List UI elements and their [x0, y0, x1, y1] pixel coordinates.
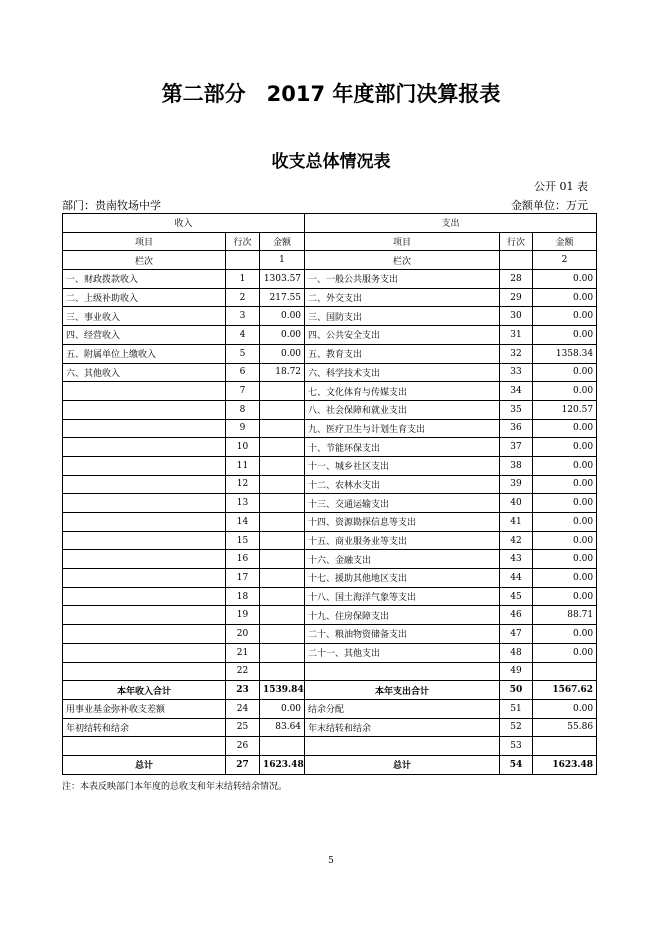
table-row	[63, 400, 597, 419]
income-item	[63, 438, 226, 457]
income-item: 三、事业收入	[63, 307, 226, 326]
expense-amount: 0.00	[533, 288, 597, 307]
table-row	[63, 643, 597, 662]
income-amount	[260, 587, 305, 606]
income-amount: 18.72	[260, 363, 305, 382]
income-amount	[260, 419, 305, 438]
income-row-no: 23	[226, 681, 260, 700]
income-amount: 1303.57	[260, 270, 305, 289]
expense-row-no: 50	[500, 681, 533, 700]
expense-amount: 0.00	[533, 494, 597, 513]
income-amount: 0.00	[260, 307, 305, 326]
income-amount: 1623.48	[260, 755, 305, 774]
expense-row-no: 48	[500, 643, 533, 662]
table-row	[63, 662, 597, 681]
expense-row-no: 46	[500, 606, 533, 625]
col-header-amount: 金额	[260, 232, 305, 251]
income-row-no: 11	[226, 456, 260, 475]
table-row	[63, 699, 597, 718]
expense-item: 总计	[305, 755, 500, 774]
expense-row-no: 40	[500, 494, 533, 513]
income-item	[63, 662, 226, 681]
income-amount	[260, 606, 305, 625]
income-amount	[260, 625, 305, 644]
income-item: 四、经营收入	[63, 326, 226, 345]
income-item	[63, 456, 226, 475]
income-row-no: 18	[226, 587, 260, 606]
expense-row-no: 53	[500, 737, 533, 756]
income-row-no: 25	[226, 718, 260, 737]
income-item: 年初结转和结余	[63, 718, 226, 737]
table-row	[63, 531, 597, 550]
expense-item: 九、医疗卫生与计划生育支出	[305, 419, 500, 438]
expense-amount: 88.71	[533, 606, 597, 625]
income-amount: 0.00	[260, 699, 305, 718]
column-number-label: 栏次	[305, 251, 500, 270]
expense-amount: 1623.48	[533, 755, 597, 774]
page-title: 第二部分 2017 年度部门决算报表	[161, 82, 501, 106]
table-row	[63, 456, 597, 475]
expense-item: 结余分配	[305, 699, 500, 718]
expense-row-no: 28	[500, 270, 533, 289]
expense-row-no: 34	[500, 382, 533, 401]
expense-amount: 0.00	[533, 326, 597, 345]
expense-row-no: 36	[500, 419, 533, 438]
income-row-no: 5	[226, 344, 260, 363]
expense-item	[305, 662, 500, 681]
expense-item: 十七、援助其他地区支出	[305, 569, 500, 588]
expense-item: 五、教育支出	[305, 344, 500, 363]
table-row	[63, 307, 597, 326]
income-row-no: 26	[226, 737, 260, 756]
income-row-no: 24	[226, 699, 260, 718]
expense-row-no: 30	[500, 307, 533, 326]
table-row	[63, 606, 597, 625]
income-row-no: 12	[226, 475, 260, 494]
table-row	[63, 494, 597, 513]
expense-row-no: 38	[500, 456, 533, 475]
department-label: 部门：贵南牧场中学	[62, 199, 161, 212]
expense-amount: 0.00	[533, 625, 597, 644]
income-item	[63, 550, 226, 569]
expense-amount: 0.00	[533, 456, 597, 475]
income-item	[63, 494, 226, 513]
expense-row-no: 49	[500, 662, 533, 681]
income-item	[63, 513, 226, 532]
income-item	[63, 643, 226, 662]
expense-amount	[533, 737, 597, 756]
expense-row-no: 37	[500, 438, 533, 457]
income-item	[63, 531, 226, 550]
income-amount	[260, 550, 305, 569]
income-amount: 0.00	[260, 326, 305, 345]
income-amount: 217.55	[260, 288, 305, 307]
col-header-item: 项目	[305, 232, 500, 251]
income-amount: 83.64	[260, 718, 305, 737]
income-row-no: 13	[226, 494, 260, 513]
expense-item: 本年支出合计	[305, 681, 500, 700]
income-item	[63, 569, 226, 588]
expense-item: 二十、粮油物资储备支出	[305, 625, 500, 644]
expense-row-no: 54	[500, 755, 533, 774]
expense-row-no: 43	[500, 550, 533, 569]
col-header-item: 项目	[63, 232, 226, 251]
income-row-no: 4	[226, 326, 260, 345]
expense-amount: 0.00	[533, 363, 597, 382]
expense-amount: 0.00	[533, 270, 597, 289]
income-item: 二、上级补助收入	[63, 288, 226, 307]
income-row-no: 15	[226, 531, 260, 550]
revenue-expenditure-table	[62, 213, 597, 775]
income-row-no: 7	[226, 382, 260, 401]
expense-item: 六、科学技术支出	[305, 363, 500, 382]
income-amount	[260, 737, 305, 756]
expense-item: 三、国防支出	[305, 307, 500, 326]
income-row-no: 16	[226, 550, 260, 569]
column-number: 1	[260, 251, 305, 270]
income-item: 一、财政拨款收入	[63, 270, 226, 289]
expense-amount: 0.00	[533, 438, 597, 457]
table-row	[63, 344, 597, 363]
income-item: 总计	[63, 755, 226, 774]
table-row	[63, 382, 597, 401]
table-row	[63, 475, 597, 494]
expense-row-no: 32	[500, 344, 533, 363]
table-row	[63, 326, 597, 345]
expense-item: 十六、金融支出	[305, 550, 500, 569]
expense-amount: 0.00	[533, 550, 597, 569]
expense-amount: 120.57	[533, 400, 597, 419]
expense-item: 十八、国土海洋气象等支出	[305, 587, 500, 606]
income-item	[63, 625, 226, 644]
income-row-no: 20	[226, 625, 260, 644]
expense-amount	[533, 662, 597, 681]
column-number-label: 栏次	[63, 251, 226, 270]
expense-row-no: 33	[500, 363, 533, 382]
expense-amount: 0.00	[533, 475, 597, 494]
income-row-no: 3	[226, 307, 260, 326]
empty-cell	[500, 251, 533, 270]
income-amount	[260, 382, 305, 401]
income-item: 六、其他收入	[63, 363, 226, 382]
empty-cell	[226, 251, 260, 270]
income-amount	[260, 400, 305, 419]
expense-amount: 0.00	[533, 643, 597, 662]
income-row-no: 22	[226, 662, 260, 681]
income-amount	[260, 494, 305, 513]
expense-item: 十四、资源勘探信息等支出	[305, 513, 500, 532]
table-row	[63, 718, 597, 737]
table-row	[63, 419, 597, 438]
expense-amount: 0.00	[533, 699, 597, 718]
expense-amount: 0.00	[533, 307, 597, 326]
column-number: 2	[533, 251, 597, 270]
expense-item: 四、公共安全支出	[305, 326, 500, 345]
income-item: 五、附属单位上缴收入	[63, 344, 226, 363]
table-row	[63, 625, 597, 644]
expense-amount: 1358.34	[533, 344, 597, 363]
expense-item: 十、节能环保支出	[305, 438, 500, 457]
expense-row-no: 42	[500, 531, 533, 550]
income-item: 用事业基金弥补收支差额	[63, 699, 226, 718]
table-row	[63, 288, 597, 307]
expense-item: 二十一、其他支出	[305, 643, 500, 662]
expense-item: 十五、商业服务业等支出	[305, 531, 500, 550]
form-code: 公开 01 表	[534, 180, 588, 193]
table-row	[63, 681, 597, 700]
expense-row-no: 47	[500, 625, 533, 644]
income-row-no: 19	[226, 606, 260, 625]
expense-amount: 0.00	[533, 513, 597, 532]
expense-amount: 1567.62	[533, 681, 597, 700]
expense-amount: 55.86	[533, 718, 597, 737]
income-row-no: 8	[226, 400, 260, 419]
expense-item: 十二、农林水支出	[305, 475, 500, 494]
income-item	[63, 737, 226, 756]
income-row-no: 10	[226, 438, 260, 457]
expense-amount: 0.00	[533, 531, 597, 550]
income-row-no: 2	[226, 288, 260, 307]
income-amount	[260, 475, 305, 494]
expense-row-no: 29	[500, 288, 533, 307]
income-row-no: 21	[226, 643, 260, 662]
expense-item: 年末结转和结余	[305, 718, 500, 737]
expense-row-no: 41	[500, 513, 533, 532]
income-item	[63, 382, 226, 401]
income-row-no: 1	[226, 270, 260, 289]
income-row-no: 6	[226, 363, 260, 382]
expense-row-no: 51	[500, 699, 533, 718]
income-row-no: 17	[226, 569, 260, 588]
expense-amount: 0.00	[533, 587, 597, 606]
expense-row-no: 35	[500, 400, 533, 419]
expense-item	[305, 737, 500, 756]
income-amount	[260, 569, 305, 588]
col-header-row: 行次	[226, 232, 260, 251]
expense-header: 支出	[305, 214, 597, 233]
expense-item: 十一、城乡社区支出	[305, 456, 500, 475]
expense-item: 七、文化体育与传媒支出	[305, 382, 500, 401]
expense-amount: 0.00	[533, 382, 597, 401]
table-title: 收支总体情况表	[271, 152, 391, 172]
income-amount	[260, 438, 305, 457]
expense-item: 八、社会保障和就业支出	[305, 400, 500, 419]
income-item	[63, 419, 226, 438]
income-header: 收入	[63, 214, 305, 233]
expense-amount: 0.00	[533, 419, 597, 438]
col-header-row: 行次	[500, 232, 533, 251]
table-row	[63, 755, 597, 774]
income-amount: 0.00	[260, 344, 305, 363]
table-row	[63, 569, 597, 588]
income-item	[63, 587, 226, 606]
income-amount	[260, 456, 305, 475]
income-item	[63, 606, 226, 625]
expense-item: 二、外交支出	[305, 288, 500, 307]
expense-row-no: 39	[500, 475, 533, 494]
income-item	[63, 475, 226, 494]
expense-row-no: 45	[500, 587, 533, 606]
income-amount	[260, 513, 305, 532]
table-row	[63, 550, 597, 569]
page-number: 5	[328, 856, 334, 866]
income-row-no: 9	[226, 419, 260, 438]
income-amount	[260, 531, 305, 550]
table-row	[63, 270, 597, 289]
expense-row-no: 52	[500, 718, 533, 737]
footnote: 注：本表反映部门本年度的总收支和年末结转结余情况。	[62, 782, 288, 792]
income-row-no: 14	[226, 513, 260, 532]
table-row	[63, 587, 597, 606]
expense-row-no: 31	[500, 326, 533, 345]
expense-item: 十三、交通运输支出	[305, 494, 500, 513]
income-item: 本年收入合计	[63, 681, 226, 700]
income-item	[63, 400, 226, 419]
expense-row-no: 44	[500, 569, 533, 588]
expense-item: 十九、住房保障支出	[305, 606, 500, 625]
income-amount	[260, 662, 305, 681]
income-row-no: 27	[226, 755, 260, 774]
expense-amount: 0.00	[533, 569, 597, 588]
col-header-amount: 金额	[533, 232, 597, 251]
table-row	[63, 513, 597, 532]
unit-label: 金额单位：万元	[511, 199, 588, 212]
income-amount: 1539.84	[260, 681, 305, 700]
table-row	[63, 363, 597, 382]
table-row	[63, 737, 597, 756]
income-amount	[260, 643, 305, 662]
table-row	[63, 438, 597, 457]
expense-item: 一、一般公共服务支出	[305, 270, 500, 289]
